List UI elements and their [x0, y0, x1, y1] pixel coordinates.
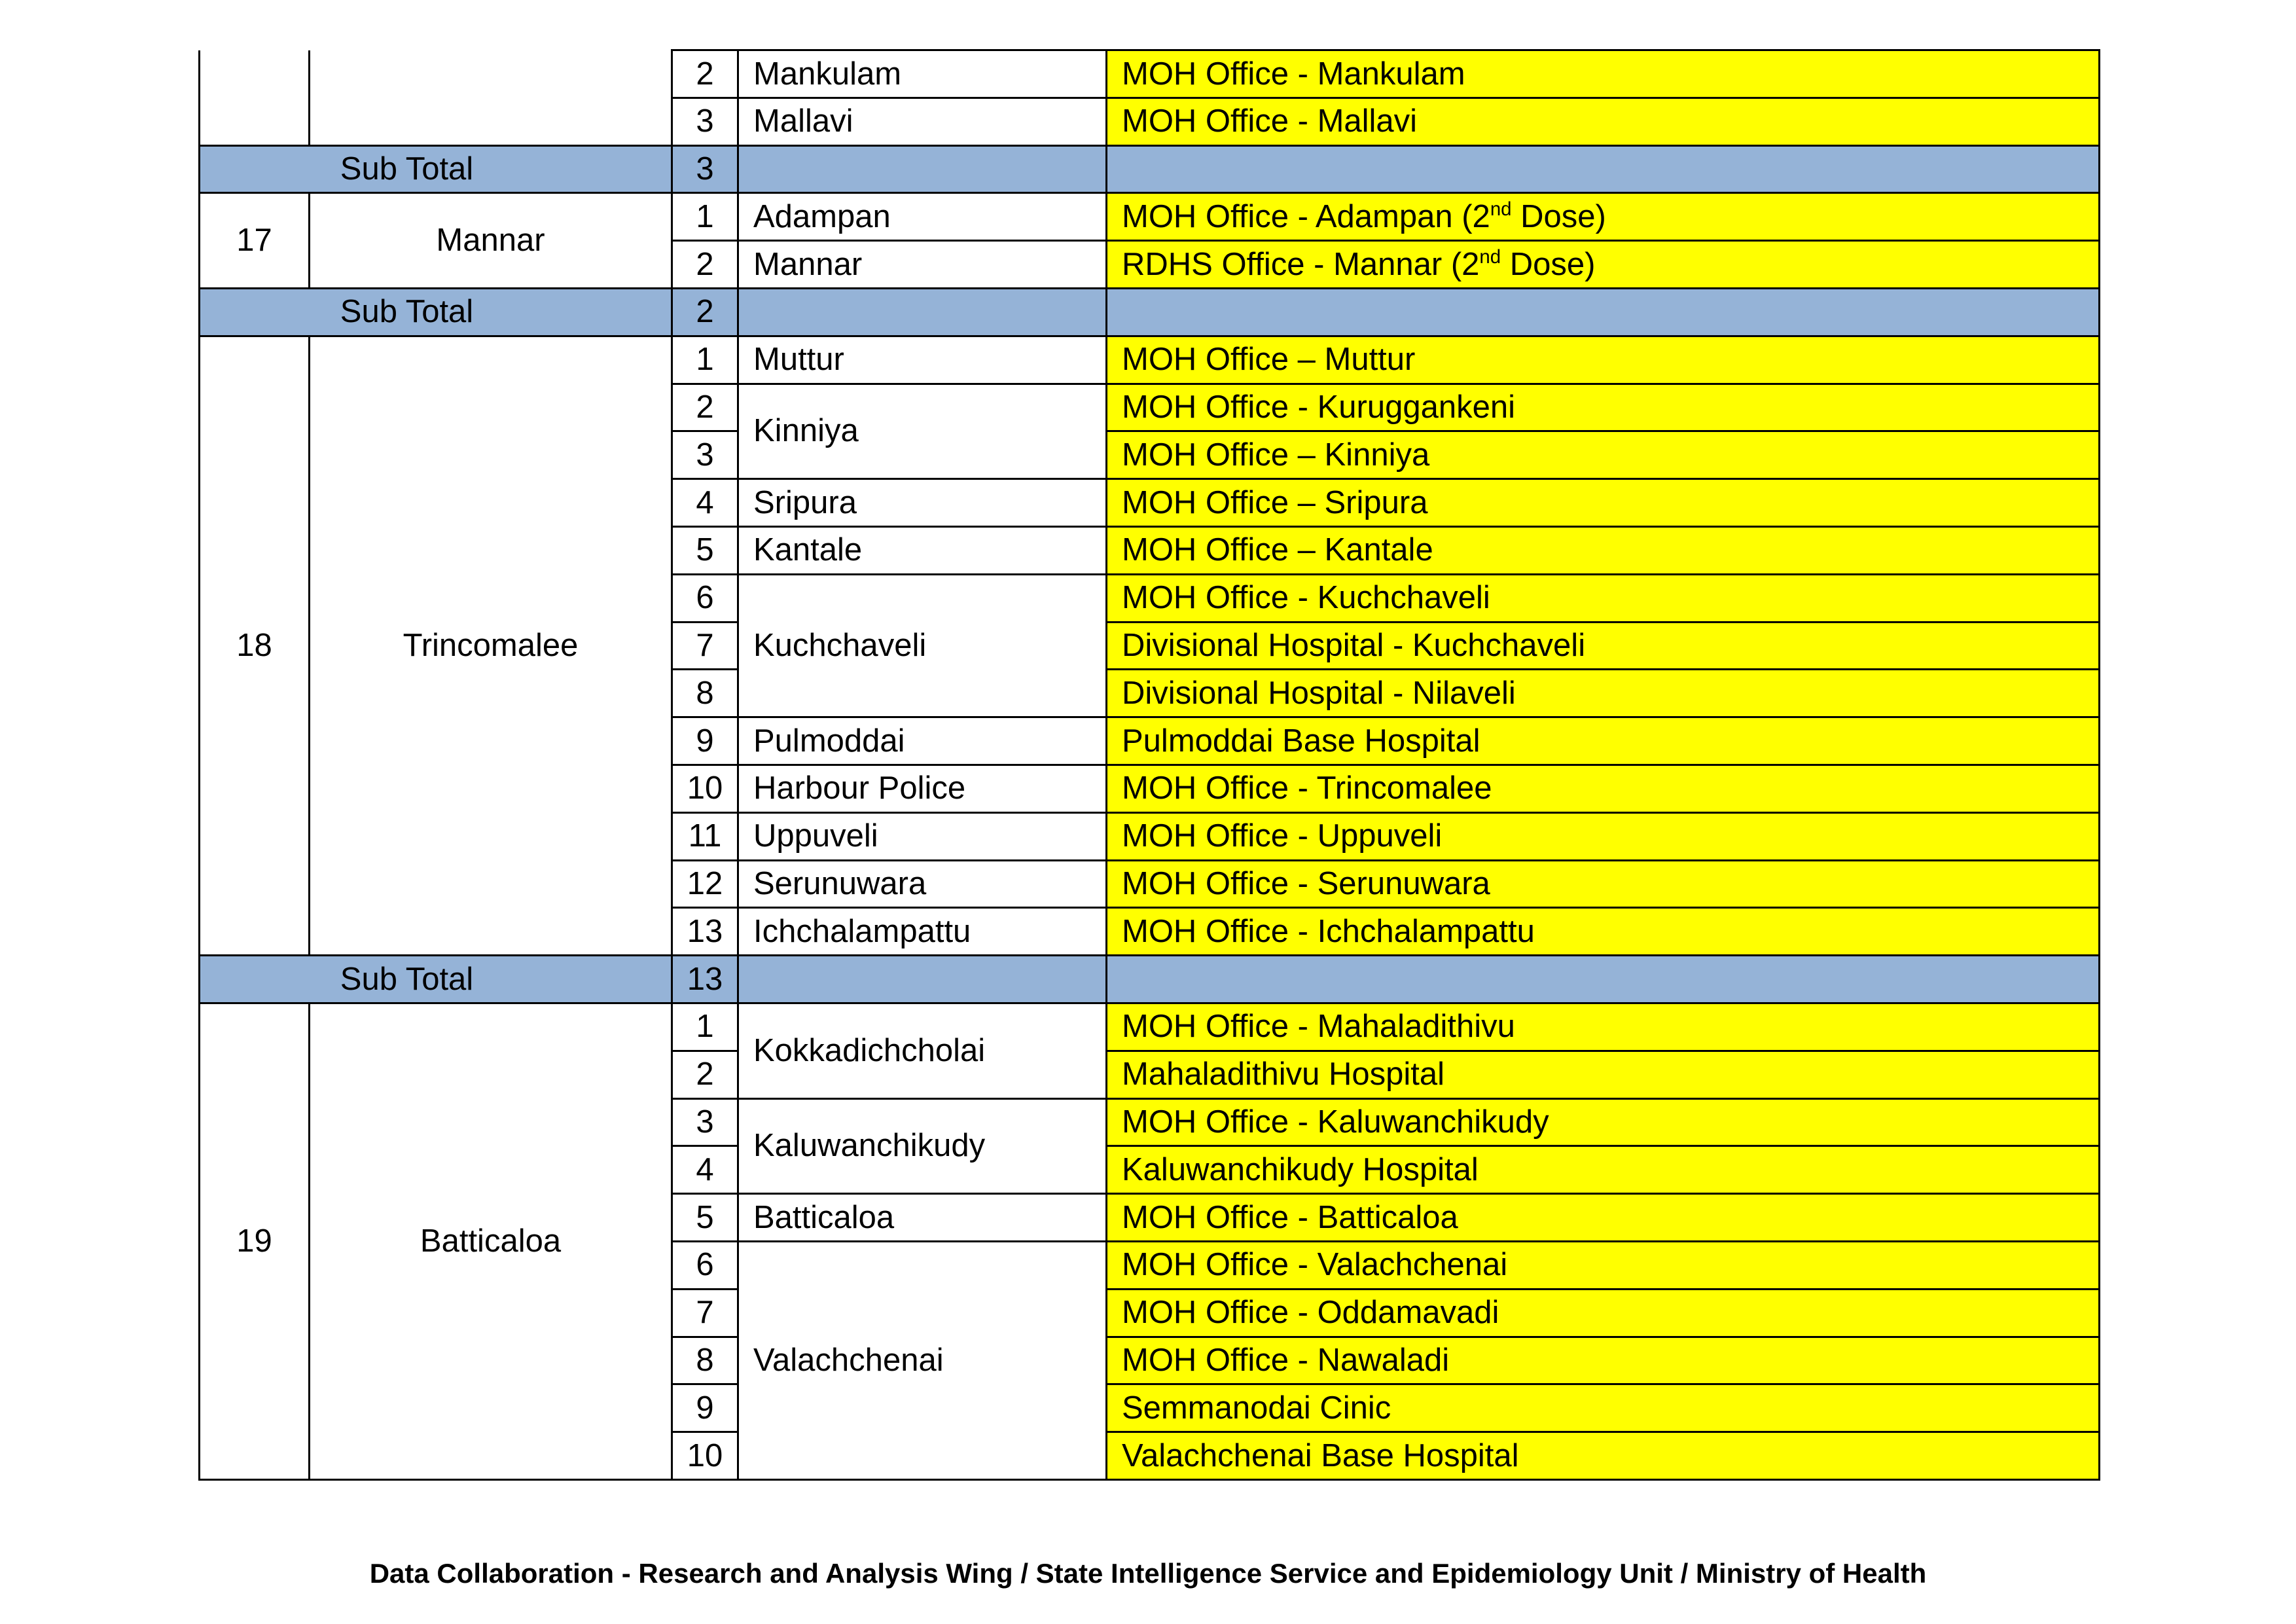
ordinal-suffix: nd — [1490, 198, 1512, 221]
location-cell: Pulmoddai Base Hospital — [1107, 717, 2100, 765]
district-number-cell: 17 — [200, 193, 310, 289]
district-name-cell — [310, 50, 672, 146]
moh-area-cell: Mannar — [738, 241, 1107, 289]
row-number-cell: 13 — [672, 908, 738, 956]
subtotal-row — [200, 956, 2100, 1003]
subtotal-label: Sub Total — [200, 288, 672, 336]
row-number-cell: 2 — [672, 50, 738, 98]
location-cell: Valachchenai Base Hospital — [1107, 1432, 2100, 1480]
vaccination-centres-table — [198, 49, 2100, 1481]
subtotal-empty-cell — [1107, 288, 2100, 336]
row-number-cell: 8 — [672, 1337, 738, 1384]
location-cell — [1107, 241, 2100, 289]
moh-area-cell: Sripura — [738, 479, 1107, 527]
location-cell: MOH Office - Serunuwara — [1107, 860, 2100, 908]
moh-area-cell: Serunuwara — [738, 860, 1107, 908]
district-name-cell: Mannar — [310, 193, 672, 289]
row-number-cell: 9 — [672, 1384, 738, 1432]
table-row — [200, 50, 2100, 98]
location-cell: Semmanodai Cinic — [1107, 1384, 2100, 1432]
location-cell: MOH Office – Kantale — [1107, 526, 2100, 574]
ordinal-suffix: nd — [1479, 246, 1501, 268]
moh-area-cell: Kantale — [738, 526, 1107, 574]
row-number-cell: 7 — [672, 1289, 738, 1337]
table-row — [200, 1003, 2100, 1051]
row-number-cell: 10 — [672, 765, 738, 812]
subtotal-count: 3 — [672, 145, 738, 193]
location-cell: MOH Office - Mankulam — [1107, 50, 2100, 98]
moh-area-cell: Mankulam — [738, 50, 1107, 98]
location-cell: MOH Office - Mallavi — [1107, 98, 2100, 145]
subtotal-empty-cell — [738, 288, 1107, 336]
location-cell: MOH Office - Valachchenai — [1107, 1241, 2100, 1289]
subtotal-label: Sub Total — [200, 145, 672, 193]
moh-area-cell: Kokkadichcholai — [738, 1003, 1107, 1098]
district-number-cell: 18 — [200, 336, 310, 955]
row-number-cell: 4 — [672, 479, 738, 527]
location-cell: MOH Office - Ichchalampattu — [1107, 908, 2100, 956]
row-number-cell: 12 — [672, 860, 738, 908]
row-number-cell: 2 — [672, 241, 738, 289]
subtotal-count: 13 — [672, 956, 738, 1003]
subtotal-row — [200, 288, 2100, 336]
table-row — [200, 193, 2100, 241]
location-cell: Divisional Hospital - Nilaveli — [1107, 670, 2100, 717]
location-cell: MOH Office – Muttur — [1107, 336, 2100, 384]
subtotal-label: Sub Total — [200, 956, 672, 1003]
row-number-cell: 1 — [672, 193, 738, 241]
district-name-cell: Batticaloa — [310, 1003, 672, 1479]
row-number-cell: 1 — [672, 1003, 738, 1051]
location-cell: MOH Office - Kuruggankeni — [1107, 384, 2100, 431]
subtotal-count: 2 — [672, 288, 738, 336]
location-cell: MOH Office – Kinniya — [1107, 431, 2100, 479]
location-text-tail: Dose) — [1511, 198, 1606, 234]
location-cell: MOH Office - Uppuveli — [1107, 812, 2100, 860]
subtotal-empty-cell — [1107, 145, 2100, 193]
row-number-cell: 3 — [672, 431, 738, 479]
row-number-cell: 5 — [672, 1194, 738, 1242]
location-cell: MOH Office - Trincomalee — [1107, 765, 2100, 812]
subtotal-empty-cell — [738, 145, 1107, 193]
row-number-cell: 2 — [672, 384, 738, 431]
location-text: MOH Office - Adampan (2 — [1122, 198, 1490, 234]
location-cell: MOH Office - Kaluwanchikudy — [1107, 1098, 2100, 1146]
location-cell — [1107, 193, 2100, 241]
table-row — [200, 336, 2100, 384]
row-number-cell: 11 — [672, 812, 738, 860]
location-cell: MOH Office - Mahaladithivu — [1107, 1003, 2100, 1051]
row-number-cell: 6 — [672, 574, 738, 622]
moh-area-cell: Mallavi — [738, 98, 1107, 145]
district-name-cell: Trincomalee — [310, 336, 672, 955]
subtotal-empty-cell — [1107, 956, 2100, 1003]
moh-area-cell: Kaluwanchikudy — [738, 1098, 1107, 1194]
row-number-cell: 5 — [672, 526, 738, 574]
row-number-cell: 8 — [672, 670, 738, 717]
moh-area-cell: Harbour Police — [738, 765, 1107, 812]
moh-area-cell: Batticaloa — [738, 1194, 1107, 1242]
location-cell: Mahaladithivu Hospital — [1107, 1051, 2100, 1098]
location-text: RDHS Office - Mannar (2 — [1122, 246, 1480, 282]
row-number-cell: 7 — [672, 622, 738, 670]
moh-area-cell: Valachchenai — [738, 1241, 1107, 1479]
location-cell: Kaluwanchikudy Hospital — [1107, 1146, 2100, 1194]
row-number-cell: 6 — [672, 1241, 738, 1289]
district-number-cell: 19 — [200, 1003, 310, 1479]
footer-credit: Data Collaboration - Research and Analysis Wing / State Intelligence Service and Epidemiology Unit / Ministry of Health — [369, 1558, 1927, 1589]
row-number-cell: 4 — [672, 1146, 738, 1194]
row-number-cell: 1 — [672, 336, 738, 384]
location-cell: MOH Office - Oddamavadi — [1107, 1289, 2100, 1337]
row-number-cell: 3 — [672, 98, 738, 145]
location-cell: MOH Office - Nawaladi — [1107, 1337, 2100, 1384]
location-cell: MOH Office - Kuchchaveli — [1107, 574, 2100, 622]
subtotal-row — [200, 145, 2100, 193]
row-number-cell: 10 — [672, 1432, 738, 1480]
moh-area-cell: Adampan — [738, 193, 1107, 241]
location-cell: Divisional Hospital - Kuchchaveli — [1107, 622, 2100, 670]
location-cell: MOH Office – Sripura — [1107, 479, 2100, 527]
subtotal-empty-cell — [738, 956, 1107, 1003]
moh-area-cell: Ichchalampattu — [738, 908, 1107, 956]
moh-area-cell: Kuchchaveli — [738, 574, 1107, 717]
location-cell: MOH Office - Batticaloa — [1107, 1194, 2100, 1242]
row-number-cell: 9 — [672, 717, 738, 765]
district-number-cell — [200, 50, 310, 146]
row-number-cell: 2 — [672, 1051, 738, 1098]
location-text-tail: Dose) — [1501, 246, 1596, 282]
moh-area-cell: Kinniya — [738, 384, 1107, 479]
moh-area-cell: Pulmoddai — [738, 717, 1107, 765]
row-number-cell: 3 — [672, 1098, 738, 1146]
moh-area-cell: Uppuveli — [738, 812, 1107, 860]
moh-area-cell: Muttur — [738, 336, 1107, 384]
